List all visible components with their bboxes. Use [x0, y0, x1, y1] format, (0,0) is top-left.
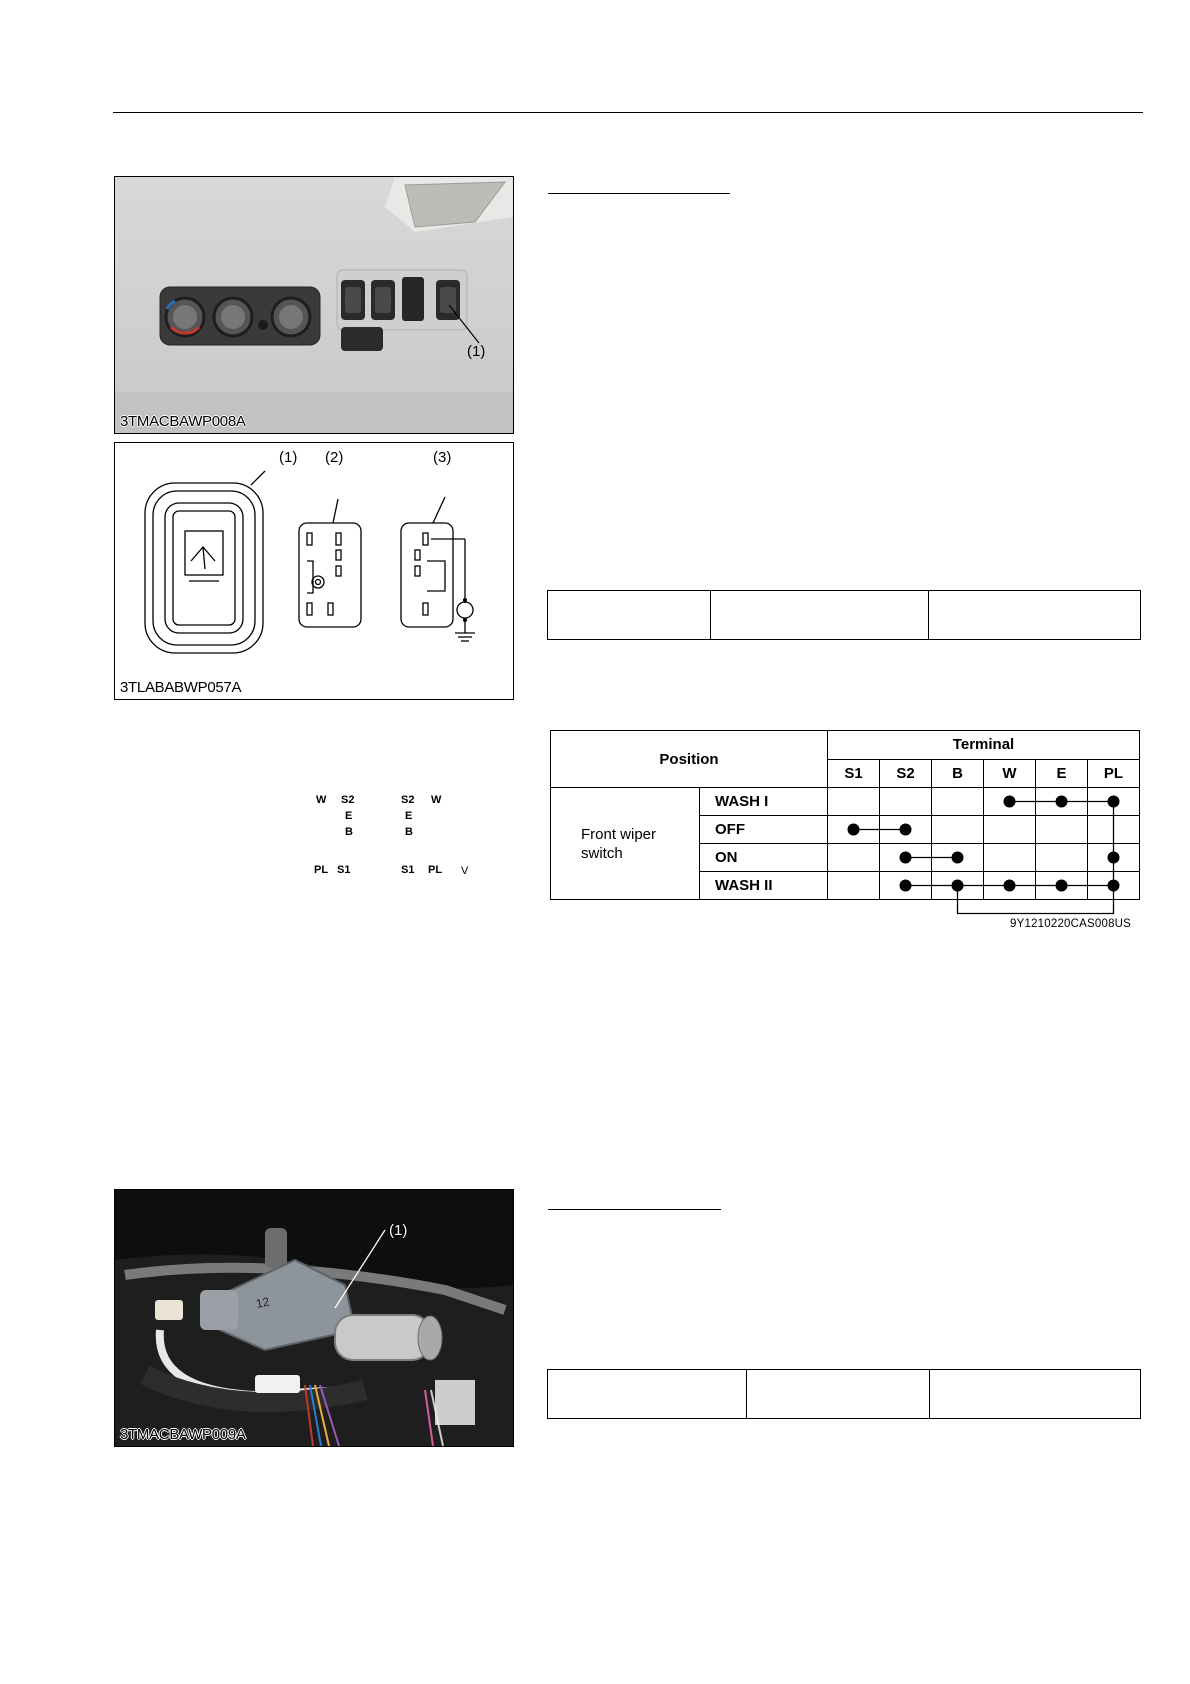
- figure-code: 3TMACBAWP009A: [120, 1426, 246, 1443]
- position-label: OFF: [700, 816, 828, 844]
- spec-box-2: [547, 1369, 1141, 1419]
- callout-1: (1): [467, 343, 486, 360]
- terminal-col-e: E: [1036, 759, 1088, 788]
- switch-panel-photo: [114, 176, 514, 434]
- switch-group-label: Front wiper switch: [551, 788, 700, 900]
- wiper-motor-illustration: [115, 1190, 513, 1446]
- callout-1: (1): [389, 1222, 408, 1239]
- terminal-col-s1: S1: [828, 759, 880, 788]
- position-label: WASH I: [700, 788, 828, 816]
- callout-3: (3): [433, 449, 452, 466]
- figure-code: 3TLABABWP057A: [120, 679, 242, 696]
- position-label: ON: [700, 844, 828, 872]
- section-title-rule-1: [548, 193, 730, 194]
- terminal-col-pl: PL: [1088, 759, 1140, 788]
- spec-box-1: [547, 590, 1141, 640]
- switch-panel-illustration: [115, 177, 513, 433]
- terminal-col-w: W: [984, 759, 1036, 788]
- terminal-continuity-table: [550, 730, 1140, 900]
- callout-1: (1): [279, 449, 298, 466]
- section-title-rule-2: [548, 1209, 721, 1210]
- figure-code: 3TMACBAWP008A: [120, 413, 246, 430]
- switch-terminal-diagram: (1) (2) (3) W S2 E B PL S1 S2 W E B S1 PL V 3TLABABWP057A: [114, 442, 514, 700]
- position-header: Position: [551, 731, 828, 788]
- motor-mark: 12: [254, 1294, 271, 1311]
- terminal-line-drawing: [115, 443, 513, 699]
- terminal-col-s2: S2: [880, 759, 932, 788]
- callout-2: (2): [325, 449, 344, 466]
- position-label: WASH II: [700, 872, 828, 900]
- header-rule: [113, 112, 1143, 113]
- wiper-motor-photo: [114, 1189, 514, 1447]
- terminal-header: Terminal: [828, 731, 1140, 760]
- terminal-col-b: B: [932, 759, 984, 788]
- table-code: 9Y1210220CAS008US: [1010, 918, 1132, 930]
